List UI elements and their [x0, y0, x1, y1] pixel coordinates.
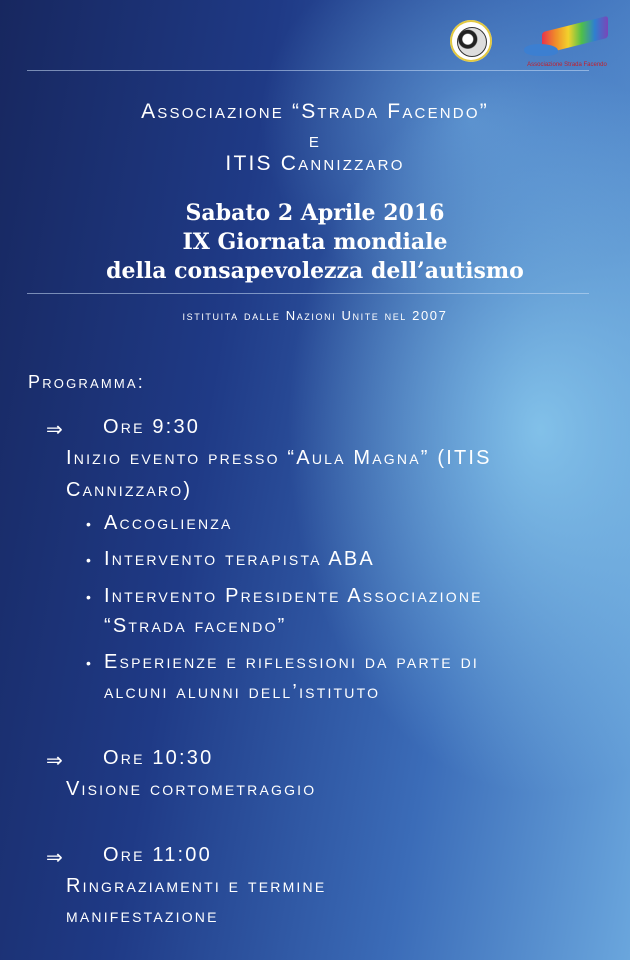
- slot-3-desc-line-2: manifestazione: [66, 905, 219, 927]
- itis-logo-emblem: [457, 27, 487, 57]
- slot-1-desc-line-2: Cannizzaro): [66, 479, 193, 501]
- itis-logo: [450, 20, 492, 62]
- slot-1-item-4-line-2: alcuni alunni dell’istituto: [104, 681, 381, 703]
- bullet-icon: •: [86, 655, 91, 671]
- header-line-3: ITIS Cannizzaro: [225, 152, 405, 175]
- logo-caption: Associazione Strada Facendo: [527, 62, 607, 68]
- dove-icon: [524, 44, 558, 56]
- bullet-icon: •: [86, 516, 91, 532]
- slot-1-item-3-line-2: “Strada facendo”: [104, 615, 287, 637]
- event-title-line-2: della consapevolezza dell’autismo: [106, 258, 524, 284]
- slot-1-item-3-line-1: Intervento Presidente Associazione: [104, 585, 483, 607]
- event-title-line-1: IX Giornata mondiale: [182, 229, 448, 255]
- programma-heading: Programma:: [28, 372, 146, 392]
- arrow-icon: ⇒: [46, 417, 63, 441]
- slot-3-desc-line-1: Ringraziamenti e termine: [66, 875, 327, 897]
- event-subtitle: istituita dalle Nazioni Unite nel 2007: [182, 308, 448, 323]
- header-line-2: e: [308, 129, 322, 152]
- middle-divider: [27, 293, 589, 294]
- event-date: Sabato 2 Aprile 2016: [185, 200, 445, 226]
- bullet-icon: •: [86, 589, 91, 605]
- slot-1-item-4-line-1: Esperienze e riflessioni da parte di: [104, 651, 479, 673]
- slot-1-item-1: Accoglienza: [104, 512, 233, 534]
- slot-3-time: Ore 11:00: [103, 844, 212, 866]
- slot-1-item-2: Intervento terapista ABA: [104, 548, 375, 570]
- arrow-icon: ⇒: [46, 845, 63, 869]
- slot-1-desc-line-1: Inizio evento presso “Aula Magna” (ITIS: [66, 447, 492, 469]
- header-line-1: Associazione “Strada Facendo”: [141, 100, 489, 123]
- top-divider: [27, 70, 589, 71]
- strada-facendo-logo: [520, 18, 614, 70]
- slot-2-time: Ore 10:30: [103, 747, 214, 769]
- slot-2-desc: Visione cortometraggio: [66, 778, 317, 800]
- bullet-icon: •: [86, 552, 91, 568]
- arrow-icon: ⇒: [46, 748, 63, 772]
- slot-1-time: Ore 9:30: [103, 416, 201, 438]
